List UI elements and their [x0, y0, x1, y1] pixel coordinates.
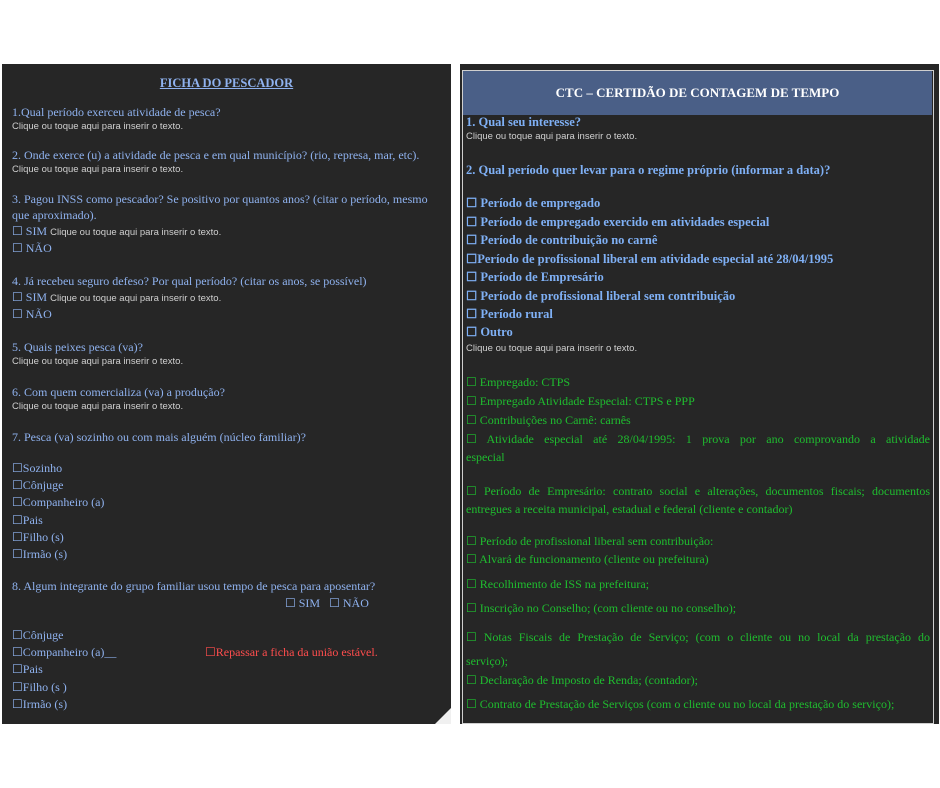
nao-option-row — [12, 241, 52, 256]
period-option[interactable]: ☐ Período de contribuição no carnê — [466, 233, 658, 247]
question-8: 8. Algum integrante do grupo familiar usou tempo de pesca para aposentar? — [12, 579, 376, 593]
doc-item[interactable]: ☐ Declaração de Imposto de Renda; (contador); — [466, 673, 698, 687]
ctc-title: CTC – CERTIDÃO DE CONTAGEM DE TEMPO — [463, 71, 932, 115]
form-title: FICHA DO PESCADOR — [159, 76, 294, 90]
checkbox[interactable]: ☐ — [12, 290, 23, 304]
family-option[interactable]: ☐Filho (s) — [12, 530, 64, 544]
sim-label: SIM — [25, 224, 48, 238]
question-5: 5. Quais peixes pesca (va)? — [12, 340, 143, 354]
checkbox[interactable]: ☐ — [12, 513, 23, 527]
question-4: 4. Já recebeu seguro defeso? Por qual período? (citar os anos, se possível) — [12, 274, 367, 288]
family-option[interactable]: ☐Irmão (s) — [12, 697, 68, 711]
checkbox[interactable]: ☐ — [12, 697, 23, 711]
family-option[interactable]: ☐Sozinho — [12, 461, 63, 475]
sim-option-row — [12, 224, 221, 239]
question-2: 2. Onde exerce (u) a atividade de pesca e em qual município? (rio, represa, mar, etc). — [12, 148, 420, 162]
ctc-panel — [460, 64, 939, 724]
doc-item-entrepreneur[interactable]: ☐ Período de Empresário: contrato social e alterações, documentos fiscais; documentos entregues a receita municipal, estadual e federal (cliente e contador) — [466, 484, 930, 516]
checkbox[interactable]: ☐ — [205, 645, 216, 659]
doc-item[interactable]: ☐ Período de profissional liberal sem contribuição: — [466, 534, 714, 548]
doc-item[interactable]: ☐ Inscrição no Conselho; (com cliente ou no conselho); — [466, 601, 737, 615]
period-option[interactable]: ☐ Período rural — [466, 307, 553, 321]
doc-item[interactable]: ☐ Contribuições no Carnê: carnês — [466, 413, 631, 427]
question-6: 6. Com quem comercializa (va) a produção? — [12, 385, 225, 399]
text-placeholder[interactable]: Clique ou toque aqui para inserir o texto. — [12, 401, 184, 412]
family-option[interactable]: ☐Filho (s ) — [12, 680, 67, 694]
text-placeholder[interactable]: Clique ou toque aqui para inserir o texto. — [12, 121, 184, 132]
text-placeholder[interactable]: Clique ou toque aqui para inserir o texto. — [466, 343, 638, 354]
sim-option-row — [12, 290, 221, 305]
question-3-line-2: que aproximado). — [12, 208, 97, 222]
checkbox[interactable]: ☐ — [12, 307, 23, 321]
period-option[interactable]: ☐ Outro — [466, 325, 513, 339]
doc-item[interactable]: ☐ Recolhimento de ISS na prefeitura; — [466, 577, 650, 591]
nao-label: NÃO — [25, 241, 52, 255]
text-placeholder[interactable]: Clique ou toque aqui para inserir o texto. — [12, 356, 184, 367]
page-curl — [435, 708, 451, 724]
q8-sim-nao-options[interactable]: ☐ SIM ☐ NÃO — [285, 596, 369, 610]
nao-label: NÃO — [25, 307, 52, 321]
checkbox[interactable]: ☐ — [12, 495, 23, 509]
question-7: 7. Pesca (va) sozinho ou com mais alguém (núcleo familiar)? — [12, 430, 306, 444]
family-option[interactable]: ☐Pais — [12, 513, 43, 527]
period-option[interactable]: ☐ Período de Empresário — [466, 270, 604, 284]
text-placeholder[interactable]: Clique ou toque aqui para inserir o texto. — [466, 131, 638, 142]
question-1: 1.Qual período exerceu atividade de pesca? — [12, 105, 221, 119]
doc-item[interactable]: ☐ Contrato de Prestação de Serviços (com o cliente ou no local da prestação do serviço); — [466, 697, 895, 711]
checkbox[interactable]: ☐ — [12, 478, 23, 492]
text-placeholder[interactable]: Clique ou toque aqui para inserir o texto. — [12, 164, 184, 175]
doc-item[interactable]: ☐ Empregado: CTPS — [466, 375, 571, 389]
question-3-line-1: 3. Pagou INSS como pescador? Se positivo por quantos anos? (citar o período, mesmo — [12, 192, 428, 206]
checkbox[interactable]: ☐ — [12, 628, 23, 642]
checkbox[interactable]: ☐ — [12, 662, 23, 676]
doc-item[interactable]: ☐ Empregado Atividade Especial: CTPS e PPP — [466, 394, 695, 408]
checkbox[interactable]: ☐ — [12, 530, 23, 544]
checkbox[interactable]: ☐ — [12, 680, 23, 694]
doc-item-invoices[interactable]: ☐ Notas Fiscais de Prestação de Serviço; (com o cliente ou no local da prestação do serviço); — [466, 630, 930, 668]
family-option[interactable]: ☐Irmão (s) — [12, 547, 68, 561]
text-placeholder[interactable]: Clique ou toque aqui para inserir o texto. — [50, 293, 222, 304]
family-option[interactable]: ☐Cônjuge — [12, 478, 64, 492]
fisherman-form-panel — [2, 64, 451, 724]
doc-item-special-activity[interactable]: ☐ Atividade especial até 28/04/1995: 1 prova por ano comprovando a atividade especial — [466, 432, 930, 464]
checkbox[interactable]: ☐ — [12, 241, 23, 255]
period-option[interactable]: ☐ Período de empregado exercido em atividades especial — [466, 215, 770, 229]
family-option[interactable]: ☐Companheiro (a)__ — [12, 645, 117, 659]
checkbox[interactable]: ☐ — [12, 645, 23, 659]
sim-label: SIM — [25, 290, 48, 304]
family-option[interactable]: ☐Companheiro (a) — [12, 495, 105, 509]
checkbox[interactable]: ☐ — [12, 224, 23, 238]
ctc-question-1: 1. Qual seu interesse? — [466, 115, 582, 129]
nao-option-row — [12, 307, 52, 322]
text-placeholder[interactable]: Clique ou toque aqui para inserir o texto. — [50, 227, 222, 238]
period-option[interactable]: ☐Período de profissional liberal em atividade especial até 28/04/1995 — [466, 252, 834, 266]
doc-item[interactable]: ☐ Alvará de funcionamento (cliente ou prefeitura) — [466, 552, 709, 566]
ctc-question-2: 2. Qual período quer levar para o regime próprio (informar a data)? — [466, 163, 831, 177]
stable-union-note[interactable]: ☐Repassar a ficha da união estável. — [205, 645, 378, 659]
checkbox[interactable]: ☐ — [12, 547, 23, 561]
family-option[interactable]: ☐Pais — [12, 662, 43, 676]
period-option[interactable]: ☐ Período de empregado — [466, 196, 601, 210]
family-option[interactable]: ☐Cônjuge — [12, 628, 64, 642]
period-option[interactable]: ☐ Período de profissional liberal sem contribuição — [466, 289, 736, 303]
checkbox[interactable]: ☐ — [12, 461, 23, 475]
